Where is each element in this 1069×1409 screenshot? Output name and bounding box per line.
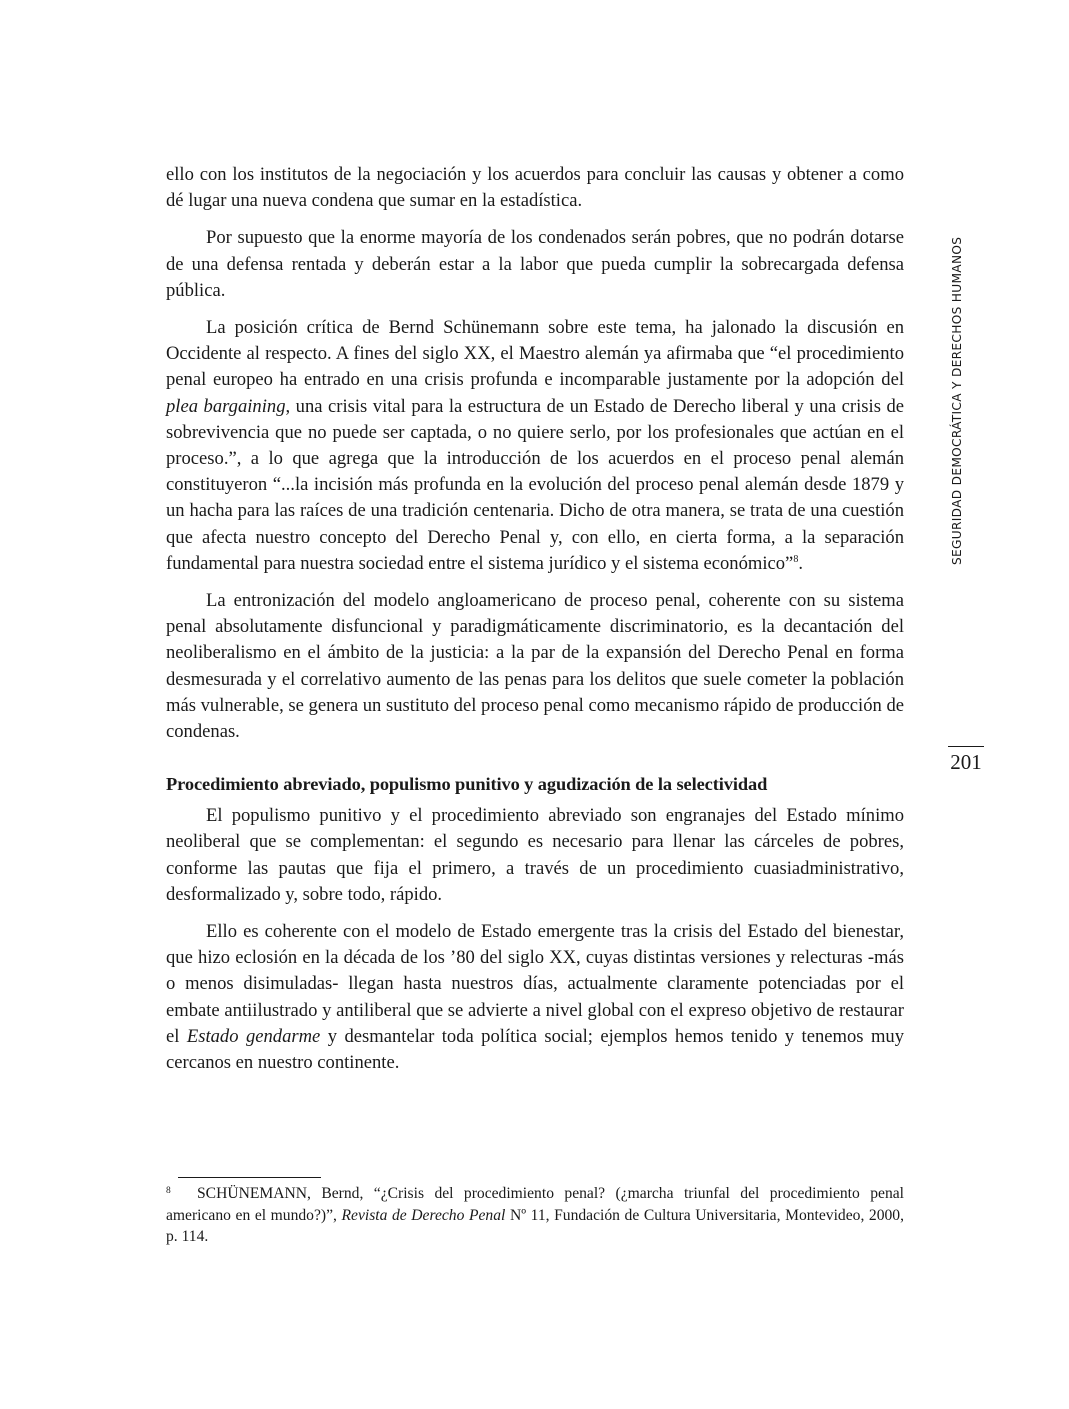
section-heading: Procedimiento abreviado, populismo punitivo y agudización de la selectividad <box>166 774 768 795</box>
paragraph-text: . <box>798 552 803 574</box>
footnote-journal-title: Revista de Derecho Penal <box>341 1206 506 1224</box>
footnote-8: 8 SCHÜNEMANN, Bernd, “¿Crisis del procedimiento penal? (¿marcha triunfal del procedimiento penal americano en el mundo?)”, Revista de Derecho Penal Nº 11, Fundación de Cultura Universitaria, Montevideo, 2000, p. 114. <box>166 1185 905 1245</box>
paragraph-text: La posición crítica de Bernd Schünemann sobre este tema, ha jalonado la discusión en Occidente al respecto. A fines del siglo XX, el Maestro alemán ya afirmaba que “el procedimiento penal europeo ha entrado en una crisis profunda e incomparable justamente por la adopción del <box>166 317 904 391</box>
paragraph-welfare-state-crisis <box>166 919 904 1076</box>
italic-term-plea-bargaining: plea bargaining <box>166 395 286 417</box>
footnotes <box>166 1183 904 1248</box>
paragraph-anglo-american-model: La entronización del modelo angloamericano de proceso penal, coherente con su sistema penal absolutamente disfuncional y paradigmáticamente discriminatorio, es la decantación del neoliberalismo en el ámbito de la justicia: a la par de la expansión del Derecho Penal en forma desmesurada y el correlativo aumento de las penas para los delitos que suele cometer la población más vulnerable, se genera un sustituto del proceso penal como mecanismo rápido de producción de condenas. <box>166 590 904 743</box>
footnote-reference[interactable]: 8 <box>793 553 799 565</box>
italic-term-estado-gendarme: Estado gendarme <box>186 1025 321 1047</box>
paragraph-continuation: ello con los institutos de la negociación y los acuerdos para concluir las causas y obtener a como dé lugar una nueva condena que sumar en la estadística. <box>166 164 904 212</box>
paragraph-schunemann-critique <box>166 315 904 577</box>
paragraph-text: , una crisis vital para la estructura de un Estado de Derecho liberal y una crisis de sobrevivencia que no puede ser captada, o no quiere serlo, por los profesionales que actúan en el proceso.”, a lo que agrega que la introducción de los acuerdos en el proceso penal alemán constituyeron “...la incisión más profunda en la evolución del proceso penal alemán desde 1879 y un hacha para las raíces de una tradición centenaria. Dicho de otra manera, se trata de una cuestión que afecta nuestro concepto del Derecho Penal y, con ello, en cierta forma, a la separación fundamental para nuestra sociedad entre el sistema jurídico y el sistema económico” <box>166 395 904 574</box>
page-number: 201 <box>948 746 984 774</box>
paragraph-punitive-populism: El populismo punitivo y el procedimiento abreviado son engranajes del Estado mínimo neoliberal que se complementan: el segundo es necesario para llenar las cárceles de pobres, conforme las pautas que fija el primero, a través de un procedimiento cuasiadministrativo, desformalizado y, sobre todo, rápido. <box>166 805 904 905</box>
running-header: SEGURIDAD DEMOCRÁTICA Y DERECHOS HUMANOS <box>950 236 964 565</box>
paragraph-text: Ello es coherente con el modelo de Estado emergente tras la crisis del Estado del bienestar, que hizo eclosión en la década de los ’80 del siglo XX, cuyas distintas versiones y relecturas -más o menos disimuladas- llegan hasta nuestros días, actualmente claramente potenciadas por el embate antiilustrado y antiliberal que se advierte a nivel global con el expreso objetivo de restaurar el <box>166 921 904 1047</box>
footnote-text: SCHÜNEMANN, Bernd, “¿Crisis del procedimiento penal? (¿marcha triunfal del procedimiento penal americano en el mundo?)”, <box>166 1185 904 1224</box>
paragraph-text: y desmantelar toda política social; ejemplos hemos tenido y tenemos muy cercanos en nuestro continente. <box>166 1025 904 1074</box>
footnote-text: Nº 11, Fundación de Cultura Universitaria, Montevideo, 2000, p. 114. <box>166 1206 905 1245</box>
page-body <box>166 162 904 1087</box>
paragraph-poor-convicts: Por supuesto que la enorme mayoría de los condenados serán pobres, que no podrán dotarse de una defensa rentada y deberán estar a la labor que pueda cumplir la sobrecargada defensa pública. <box>166 227 904 301</box>
footnote-divider <box>178 1177 321 1178</box>
